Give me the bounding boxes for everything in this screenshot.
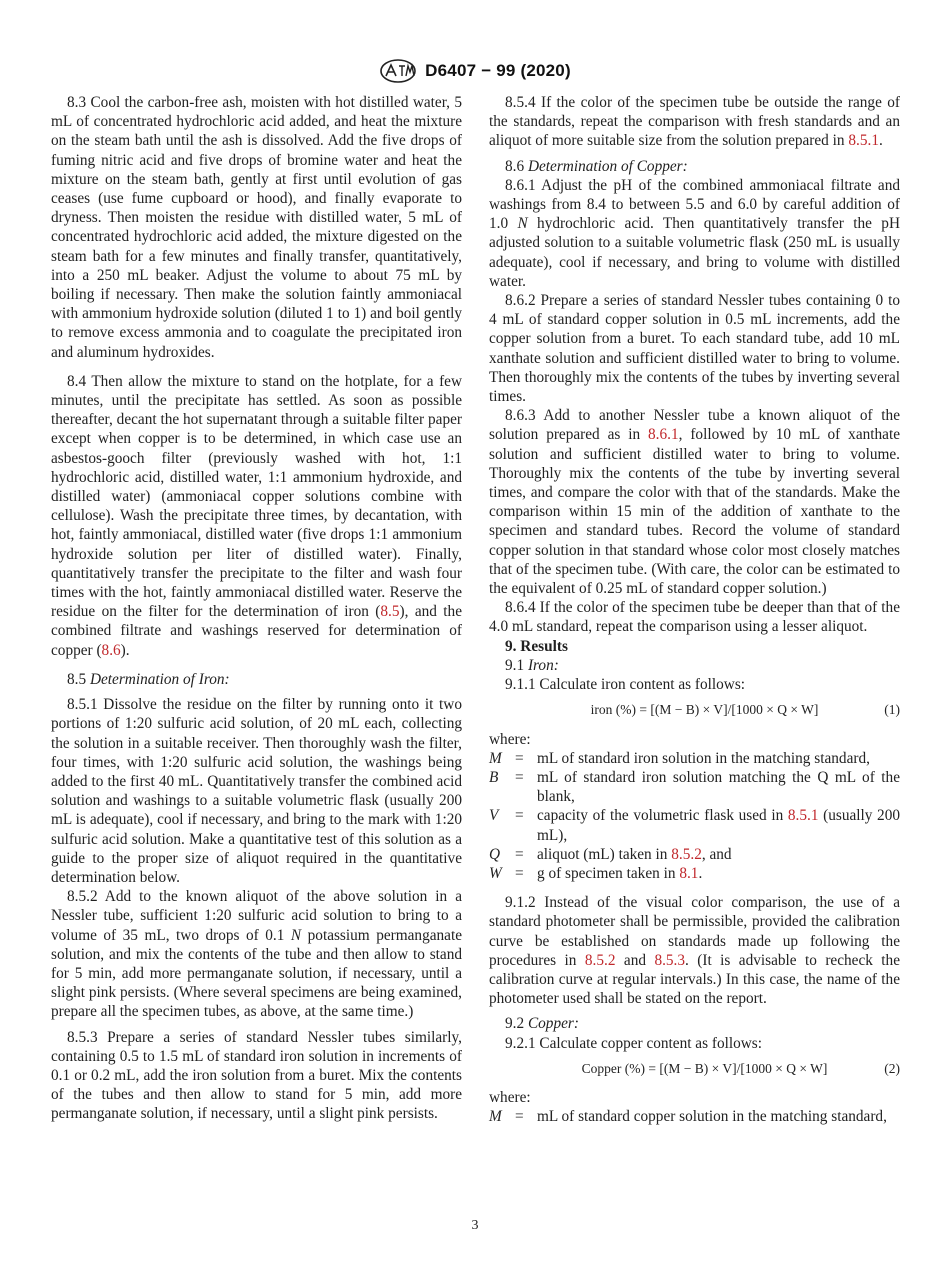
ref-8-1-link[interactable]: 8.1 (679, 864, 699, 882)
definition-row: B = mL of standard iron solution matching the Q mL of the blank, (489, 768, 900, 806)
paragraph-8-6-3: 8.6.3 Add to another Nessler tube a known aliquot of the solution prepared as in 8.6.1, followed by 10 mL of xanthate solution and sufficient distilled water to bring to volume. Thoroughly mix the contents of the tube by inverting several times, and compare the color with that of the standards. Make the comparison within 15 min of the addition of xanthate to the specimen and standard tubes. Record the volume of standard copper solution in that standard whose color most closely matches that of the specimen tube. (With care, the color can be estimated to the equivalent of 0.25 mL of standard copper solution.) (489, 407, 900, 598)
ref-8-5-2-link[interactable]: 8.5.2 (584, 951, 616, 969)
paragraph-8-5-3: 8.5.3 Prepare a series of standard Nessler tubes similarly, containing 0.5 to 1.5 mL of standard iron solution in increments of 0.1 or 0.2 mL, add the iron solution from a buret. Mix the contents of the tubes and then allow to stand for 5 min, add more permanganate solution, if necessary, until a slight pink persists. (51, 1028, 462, 1123)
equation-1 (489, 700, 900, 719)
paragraph-9-1-1: 9.1.1 Calculate iron content as follows: (505, 676, 746, 694)
section-9-2-title: 9.2 Copper: (505, 1015, 579, 1033)
paragraph-9-1-2: 9.1.2 Instead of the visual color comparison, the use of a standard photometer shall be permissible, provided the calibration curve be established on standards made up following the procedures in 8.5.2 and 8.5.3. (It is advisable to recheck the calibration curve at regular intervals.) In this case, the name of the photometer used shall be stated on the report. (489, 894, 900, 1008)
paragraph-8-6-4: 8.6.4 If the color of the specimen tube be deeper than that of the 4.0 mL standard, repeat the comparison using a lesser aliquot. (489, 599, 900, 636)
ref-8-6-link[interactable]: 8.6 (101, 641, 121, 659)
where-label-1: where: (489, 730, 531, 748)
equation-1-number: (1) (884, 702, 900, 718)
ref-8-5-1-link[interactable]: 8.5.1 (848, 132, 879, 150)
ref-8-6-1-link[interactable]: 8.6.1 (648, 426, 679, 444)
ref-8-5-1-link[interactable]: 8.5.1 (787, 807, 819, 825)
paragraph-8-5-2: 8.5.2 Add to the known aliquot of the above solution in a Nessler tube, sufficient 1:20 sulfuric acid solution to bring to a volume of 35 mL, two drops of 0.1 N potassium permanganate solution, and mix the contents of the tube and then allow to stand for 5 min, add more permanganate solution, if necessary, until a slight pink persists. (Where several specimens are being examined, prepare all the specimen tubes, as above, at the same time.) (51, 888, 462, 1021)
section-9-1-title: 9.1 Iron: (505, 656, 559, 674)
paragraph-8-5-1: 8.5.1 Dissolve the residue on the filter by running onto it two portions of 1:20 sulfuric acid solution, of 20 mL each, collecting the solution in a suitable receiver. Then thoroughly wash the filter, four times, with 1:20 sulfuric acid solution, the washings being added to the first 40 mL. Quantitatively transfer the combined acid solution and washings to a suitable volumetric flask (usually 200 mL is adequate), cool if necessary, and bring to the mark with 1:20 sulfuric acid solution. Make a quantitative test of this solution as a guide to the proper size of aliquot required in the quantitative determination below. (51, 696, 462, 886)
equation-2-expression: Copper (%) = [(M − B) × V]/[1000 × Q × W] (581, 1060, 828, 1076)
ref-8-5-link[interactable]: 8.5 (380, 603, 400, 621)
right-column (489, 93, 900, 1126)
equation-2 (489, 1059, 900, 1078)
section-8-6-title: 8.6 Determination of Copper: (505, 157, 688, 175)
definition-row: W = g of specimen taken in 8.1. (489, 864, 703, 882)
paragraph-8-5-4: 8.5.4 If the color of the specimen tube be outside the range of the standards, repeat the comparison with fresh standards and an aliquot of more suitable size from the solution prepared in 8.5.1. (489, 94, 900, 150)
equation-1-expression: iron (%) = [(M − B) × V]/[1000 × Q × W] (590, 702, 819, 718)
document-number: D6407 − 99 (2020) (425, 61, 571, 80)
ref-8-5-3-link[interactable]: 8.5.3 (654, 951, 686, 969)
equation-2-number: (2) (884, 1060, 900, 1076)
definition-row: V = capacity of the volumetric flask used in 8.5.1 (usually 200 mL), (489, 807, 900, 844)
definition-row: M = mL of standard copper solution in the matching standard, (489, 1108, 887, 1126)
left-column (51, 93, 462, 1124)
astm-logo (379, 58, 417, 84)
definition-row: M = mL of standard iron solution in the matching standard, (489, 749, 870, 767)
definition-row: Q = aliquot (mL) taken in 8.5.2, and (489, 845, 732, 863)
paragraph-8-6-1: 8.6.1 Adjust the pH of the combined ammoniacal filtrate and washings from 8.4 to between 5.5 and 6.0 by careful addition of 1.0 N hydrochloric acid. Then quantitatively transfer the pH adjusted solution to a suitable volumetric flask (250 mL is usually adequate), cool if necessary, and bring to volume with distilled water. (489, 176, 900, 290)
paragraph-8-4: 8.4 Then allow the mixture to stand on the hotplate, for a few minutes, until the precipitate has settled. As soon as possible thereafter, decant the hot supernatant through a suitable filter paper except when copper is to be determined, in which case use an asbestos-gooch filter (previously washed with hot, 1:1 hydrochloric acid, distilled water, 1:1 ammonium hydroxide, and distilled water) (ammoniacal copper solutions combine with cellulose). Wash the precipitate three times, by decantation, with hot, faintly ammoniacal, distilled water (five drops 1:1 ammonium hydroxide solution per liter of distilled water). Finally, quantitatively transfer the precipitate to the filter and wash four times with the hot, faintly ammoniacal distilled water. Reserve the residue on the filter for the determination of iron (8.5), and the combined filtrate and washings reserved for determination of copper (8.6). (51, 372, 462, 659)
section-9-heading: 9. Results (505, 637, 568, 655)
where-label-2: where: (489, 1088, 531, 1106)
paragraph-8-6-2: 8.6.2 Prepare a series of standard Nessler tubes containing 0 to 4 mL of standard copper solution in 0.5 mL increments, add the copper solution from a buret. To each standard tube, add 10 mL xanthate solution and sufficient distilled water to bring to volume. Then thoroughly mix the contents of the tubes by inverting several times. (489, 292, 900, 406)
paragraph-8-3: 8.3 Cool the carbon-free ash, moisten with hot distilled water, 5 mL of concentrated hydrochloric acid added, and heat the mixture on the steam bath until the ash is dissolved. Add the five drops of fuming nitric acid and five drops of bromine water and heat the mixture on the steam bath, gently at first until evolution of gas ceases (use fume cupboard or hood), and finally evaporate to dryness. Then moisten the residue with distilled water, 5 mL of concentrated hydrochloric acid added, the mixture digested on the steam bath for a few minutes and finally transfer, quantitatively, into a 250 mL beaker. Adjust the volume to about 75 mL by boiling if necessary. Then make the solution faintly ammoniacal with ammonium hydroxide solution (diluted 1 to 1) and boil gently to remove excess ammonia and to coagulate the precipitated iron and aluminum hydroxides. (51, 94, 462, 361)
section-8-5-title: 8.5 Determination of Iron: (67, 670, 230, 688)
page-number: 3 (471, 1218, 479, 1233)
ref-8-5-2-link[interactable]: 8.5.2 (671, 845, 702, 863)
paragraph-9-2-1: 9.2.1 Calculate copper content as follows: (505, 1034, 762, 1052)
page-header (0, 56, 950, 86)
